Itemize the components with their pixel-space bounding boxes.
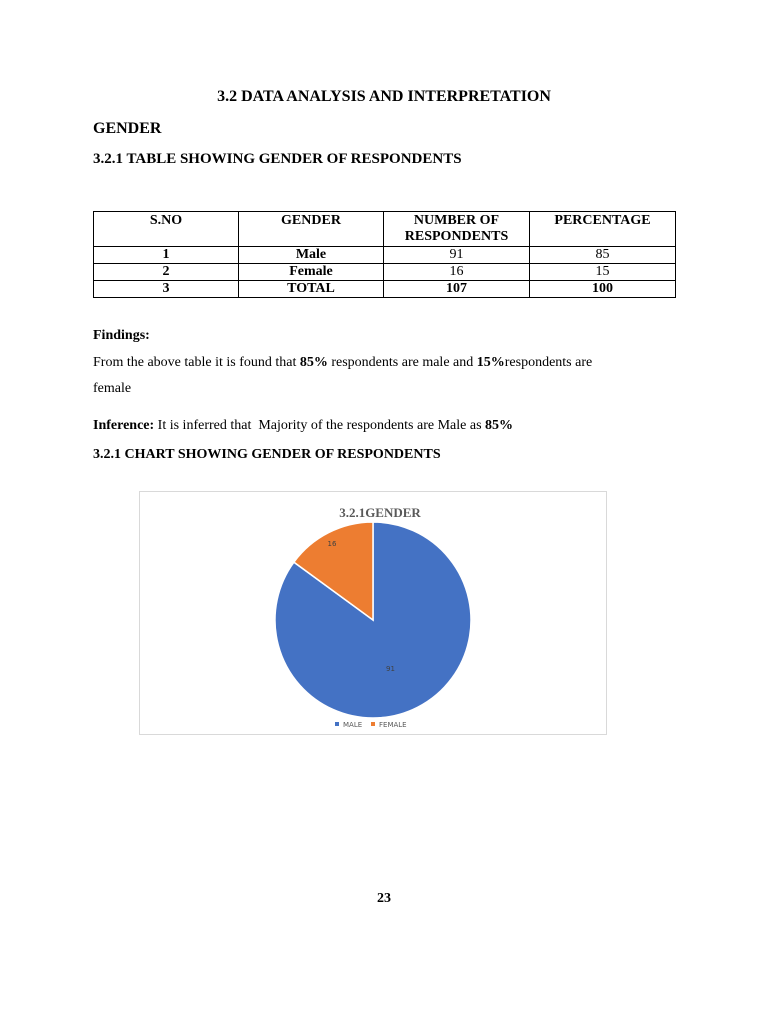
header-gender: GENDER <box>239 212 384 247</box>
table-header-row <box>94 212 676 247</box>
findings-text <box>93 355 592 371</box>
findings-text-part: respondents are <box>504 355 593 370</box>
cell-sno: 1 <box>94 247 239 264</box>
legend-swatch-male <box>335 722 339 726</box>
male-percentage: 85% <box>299 355 328 370</box>
findings-text-part: From the above table it is found that <box>93 355 300 370</box>
cell-gender: TOTAL <box>239 281 384 298</box>
table-row <box>94 264 676 281</box>
pie-chart <box>139 491 607 735</box>
findings-text-part: respondents are male and <box>327 355 477 370</box>
inference-body: It is inferred that Majority of the respondents are Male as <box>154 418 486 433</box>
chart-title: 3.2.1GENDER <box>339 505 421 520</box>
header-count: NUMBER OF RESPONDENTS <box>384 212 530 247</box>
cell-count: 91 <box>384 247 530 264</box>
data-label-female: 16 <box>327 540 337 548</box>
table-title: 3.2.1 TABLE SHOWING GENDER OF RESPONDENTS <box>93 151 462 167</box>
cell-percentage: 85 <box>530 247 676 264</box>
gender-table <box>93 211 676 298</box>
table-row <box>94 247 676 264</box>
cell-sno: 3 <box>94 281 239 298</box>
cell-percentage: 15 <box>530 264 676 281</box>
cell-sno: 2 <box>94 264 239 281</box>
chart-heading: 3.2.1 CHART SHOWING GENDER OF RESPONDENTS <box>93 447 441 462</box>
data-label-male: 91 <box>386 664 395 673</box>
cell-count: 107 <box>384 281 530 298</box>
cell-percentage: 100 <box>530 281 676 298</box>
female-percentage: 15% <box>476 355 505 370</box>
subsection-title: GENDER <box>93 120 162 137</box>
page-number: 23 <box>377 891 391 906</box>
cell-count: 16 <box>384 264 530 281</box>
cell-gender: Female <box>239 264 384 281</box>
cell-gender: Male <box>239 247 384 264</box>
header-sno: S.NO <box>94 212 239 247</box>
findings-text-line2: female <box>93 381 132 396</box>
findings-label: Findings: <box>93 328 150 343</box>
legend-label-female: FEMALE <box>379 721 407 729</box>
inference-value: 85% <box>485 418 514 433</box>
section-title: 3.2 DATA ANALYSIS AND INTERPRETATION <box>217 88 551 105</box>
header-percentage: PERCENTAGE <box>530 212 676 247</box>
inference-label: Inference: <box>93 418 155 433</box>
pie-chart-svg <box>140 492 606 734</box>
legend-swatch-female <box>371 722 375 726</box>
legend-label-male: MALE <box>343 721 363 729</box>
inference-text <box>93 418 513 434</box>
table-total-row <box>94 281 676 298</box>
